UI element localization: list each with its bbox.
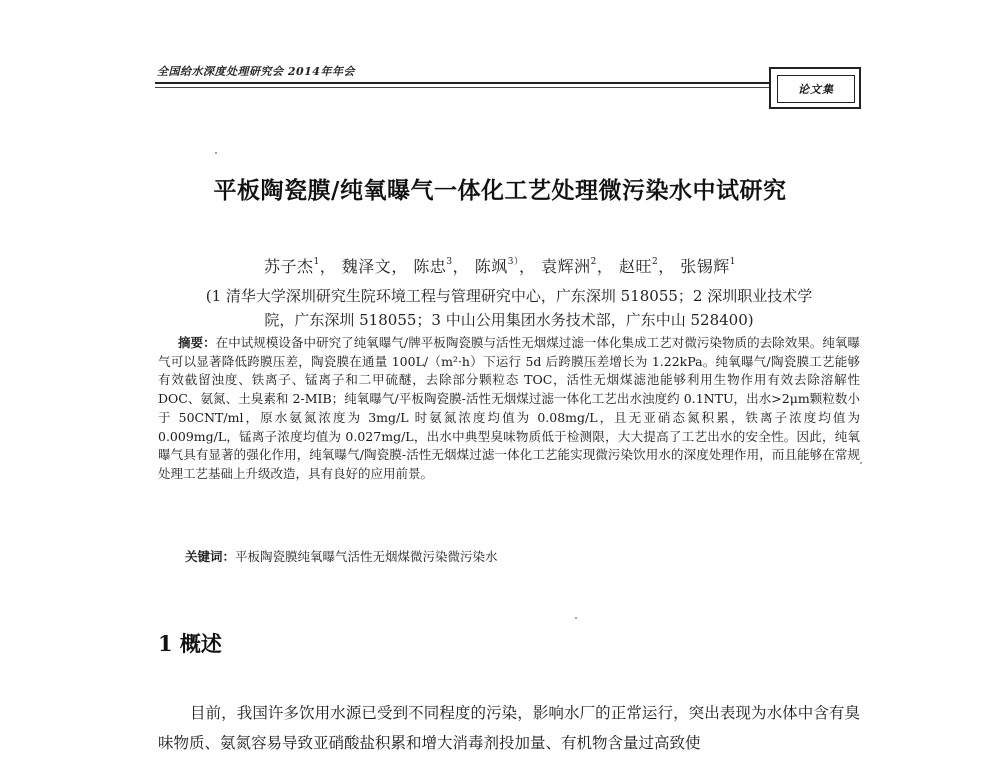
scan-speck (215, 152, 217, 154)
author: 苏子杰$^1$ (263, 256, 320, 276)
section-heading: 1 概述 (158, 631, 222, 656)
paragraph: 目前，我国许多饮用水源已受到不同程度的污染，影响水厂的正常运行，突出表现为水体中含有臭味物质、氨氮容易导致亚硝酸盐积累和增大消毒剂投加量、有机物含量过高致使 (158, 704, 860, 752)
affiliations-line: (1 清华大学深圳研究生院环境工程与管理研究中心，广东深圳 518055；2 深圳职业技术学 (205, 287, 813, 305)
abstract-text: 在中试规模设备中研究了纯氧曝气/牌平板陶瓷膜与活性无烟煤过滤一体化集成工艺对微污染物质的去除效果。纯氧曝气可以显著降低跨膜压差，陶瓷膜在通量 100L/（m²·h）下运行 5d 后跨膜压差增长为 1.22kPa。纯氧曝气/陶瓷膜工艺能够有效截留浊度、铁离子、锰离子和二甲硫醚，去除部分颗粒态 TOC，活性无烟煤滤池能够利用生物作用有效去除溶解性 DOC、氨氮、土臭素和 2-MIB；纯氧曝气/平板陶瓷膜-活性无烟煤过滤一体化工艺出水浊度约 0.1NTU，出水>2μm颗粒数小于 50CNT/ml，原水氨氮浓度为 3mg/L 时氨氮浓度均值为 0.08mg/L，且无亚硝态氮积累，铁离子浓度均值为 0.009mg/L，锰离子浓度均值为 0.027mg/L，出水中典型臭味物质低于检测限，大大提高了工艺出水的安全性。因此，纯氧曝气具有显著的强化作用，纯氧曝气/陶瓷膜-活性无烟煤过滤一体化工艺能实现微污染饮用水的深度处理作用，而且能够在常规处理工艺基础上升级改造，具有良好的应用前景。 (158, 335, 860, 481)
abstract-label: 摘要： (178, 335, 216, 350)
author-list: 苏子杰$^1$， 魏泽文， 陈忠$^3$， 陈飒$^{3)}$， 袁辉洲$^2$， 赵旺$^2$， 张锡辉$^1$ (263, 256, 737, 276)
author: 魏泽文 (341, 257, 392, 276)
affiliations (158, 284, 860, 332)
header-rule-thin (155, 87, 769, 88)
author: 陈忠$^3$ (413, 256, 453, 276)
header-rule (155, 82, 769, 84)
keywords (158, 547, 860, 565)
author: 张锡辉$^1$ (680, 256, 737, 276)
keywords-label: 关键词： (185, 549, 236, 564)
scan-speck (860, 462, 862, 464)
section-badge (769, 67, 861, 109)
keywords-text: 平板陶瓷膜纯氧曝气活性无烟煤微污染微污染水 (235, 549, 498, 564)
paper-title: 平板陶瓷膜/纯氧曝气一体化工艺处理微污染水中试研究 (213, 177, 787, 204)
affiliations-line: 院，广东深圳 518055；3 中山公用集团水务技术部，广东中山 528400) (264, 311, 754, 329)
abstract (158, 334, 860, 484)
body-text (158, 698, 860, 758)
conference-header: 全国给水深度处理研究会 2014年年会 (157, 65, 355, 78)
author: 袁辉洲$^2$ (541, 256, 597, 276)
scan-speck (575, 617, 577, 619)
author: 赵旺$^2$ (618, 256, 659, 276)
section-badge-label: 论文集 (777, 75, 855, 103)
author: 陈飒$^{3)}$ (474, 256, 519, 276)
